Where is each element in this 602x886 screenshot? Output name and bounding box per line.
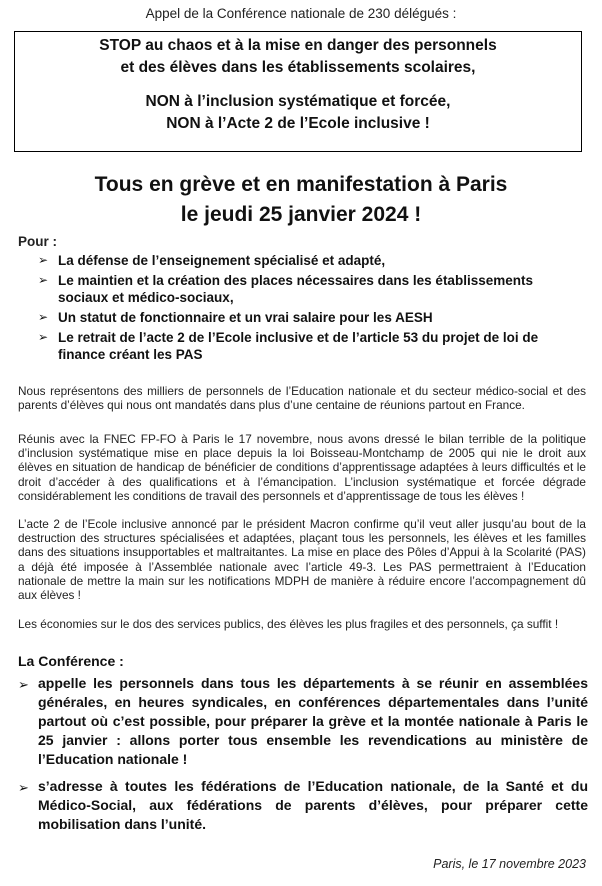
pour-label: Pour : bbox=[18, 234, 57, 249]
actions-list bbox=[18, 674, 588, 842]
purpose-text: Le retrait de l’acte 2 de l’Ecole inclusive et de l’article 53 du projet de loi de finance créant les PAS bbox=[58, 330, 539, 362]
arrow-bullet-icon: ➢ bbox=[38, 273, 49, 287]
title-line-2: le jeudi 25 janvier 2024 ! bbox=[180, 203, 422, 226]
arrow-bullet-icon: ➢ bbox=[18, 780, 29, 795]
arrow-bullet-icon: ➢ bbox=[38, 310, 49, 324]
paragraph-acte2: L’acte 2 de l’Ecole inclusive annoncé par le président Macron confirme qu’il veut aller jusqu’au bout de la destruction des structures spécialisées et adaptées, plaçant tous les personnels, les élèves et les familles dans des situations insupportables et maltraitantes. La mise en place des Pôles d’Appui à la Scolarité (PAS) a déjà été imposée à l’Assemblée nationale avec l’article 49-3. Les PAS permettraient à l’Education nationale de mettre la main sur les notifications MDPH de manière à réduire encore l’accompagnement dû aux élèves ! bbox=[18, 517, 586, 603]
purpose-text: La défense de l’enseignement spécialisé et adapté, bbox=[58, 253, 386, 268]
purpose-text: Un statut de fonctionnaire et un vrai salaire pour les AESH bbox=[58, 310, 433, 325]
headline-line-1: STOP au chaos et à la mise en danger des personnels bbox=[99, 37, 497, 54]
arrow-bullet-icon: ➢ bbox=[38, 330, 49, 344]
paragraph-bilan: Réunis avec la FNEC FP-FO à Paris le 17 novembre, nous avons dressé le bilan terrible de la politique d’inclusion systématique mise en place depuis la loi Boisseau-Montchamp de 2005 qui nie le droit aux élèves en situation de handicap de bénéficier de conditions d’apprentissage adaptées à leurs difficultés et le droit d’accéder à des qualifications et à l’émancipation. L’inclusion systématique et forcée dégrade considérablement les conditions de travail des personnels et d’apprentissage de tous les élèves ! bbox=[18, 432, 586, 503]
purpose-item bbox=[38, 272, 558, 306]
paragraph-economies: Les économies sur le dos des services publics, des élèves les plus fragiles et des personnels, ça suffit ! bbox=[18, 617, 559, 631]
purpose-item bbox=[38, 329, 558, 363]
action-item bbox=[18, 777, 588, 834]
paragraph-representation: Nous représentons des milliers de personnels de l’Education nationale et du secteur médico-social et des parents d’élèves qui nous ont mandatés dans plus d’une centaine de réunions partout en France. bbox=[18, 384, 586, 413]
title-line-1: Tous en grève et en manifestation à Paris bbox=[94, 173, 508, 196]
arrow-bullet-icon: ➢ bbox=[38, 253, 49, 267]
headline-line-2: et des élèves dans les établissements scolaires, bbox=[120, 59, 476, 76]
headline-line-4: NON à l’Acte 2 de l’Ecole inclusive ! bbox=[166, 115, 430, 132]
intro-line: Appel de la Conférence nationale de 230 délégués : bbox=[145, 6, 457, 21]
purpose-text: Le maintien et la création des places nécessaires dans les établissements sociaux et médico-sociaux, bbox=[58, 273, 533, 305]
main-title bbox=[0, 170, 602, 230]
arrow-bullet-icon: ➢ bbox=[18, 677, 29, 692]
conference-label: La Conférence : bbox=[18, 653, 124, 669]
purpose-item bbox=[38, 309, 558, 326]
headline-line-3: NON à l’inclusion systématique et forcée, bbox=[145, 93, 451, 110]
action-text: appelle les personnels dans tous les départements à se réunir en assemblées générales, en heures syndicales, en conférences départementales dans l’unité partout où c’est possible, pour préparer la grève et la montée nationale à Paris le 25 janvier : allons porter tous ensemble les revendications au ministère de l’Education nationale ! bbox=[38, 675, 588, 767]
dateline: Paris, le 17 novembre 2023 bbox=[433, 857, 586, 871]
purpose-item bbox=[38, 252, 558, 269]
action-item bbox=[18, 674, 588, 769]
purposes-list bbox=[38, 252, 558, 366]
action-text: s’adresse à toutes les fédérations de l’Education nationale, de la Santé et du Médico-Social, aux fédérations de parents d’élèves, pour préparer cette mobilisation dans l’unité. bbox=[38, 778, 588, 832]
headline-box bbox=[14, 31, 582, 152]
